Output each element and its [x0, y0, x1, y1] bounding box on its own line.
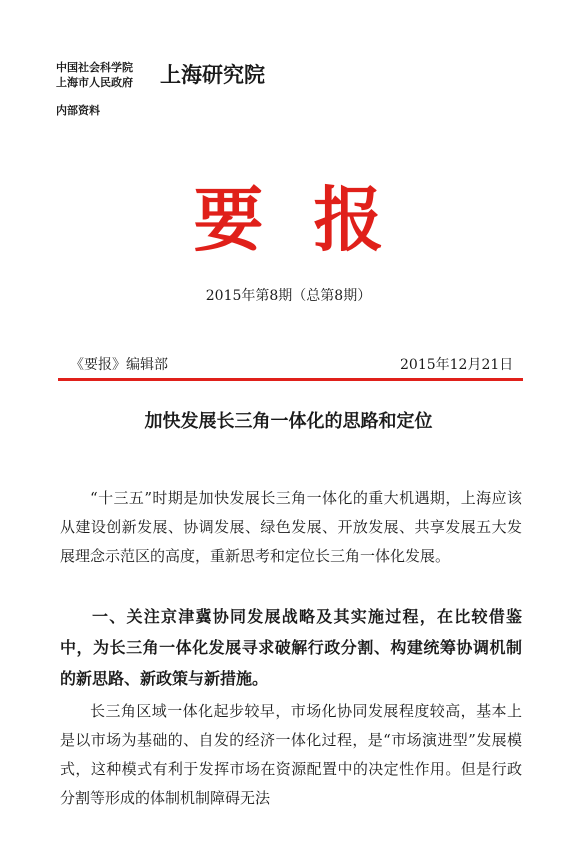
publication-date: 2015年12月21日 — [400, 357, 514, 373]
classification-label: 内部资料 — [56, 104, 100, 117]
section-heading: 一、关注京津冀协同发展战略及其实施过程，在比较借鉴中，为长三角一体化发展寻求破解行政分割、构建统筹协调机制的新思路、新政策与新措施。 — [60, 607, 522, 688]
article-title: 加快发展长三角一体化的思路和定位 — [144, 411, 433, 432]
org-cass: 中国社会科学院 — [56, 61, 133, 74]
red-divider — [58, 378, 523, 381]
issue-number: 2015年第8期（总第8期） — [205, 288, 372, 304]
issuing-organizations — [56, 60, 356, 92]
section-body-paragraph: 长三角区域一体化起步较早，市场化协同发展程度较高，基本上是以市场为基础的、自发的经济一体化过程，是“市场演进型”发展模式，这种模式有利于发挥市场在资源配置中的决定性作用。但是行政分割等形成的体制机制障碍无法 — [60, 702, 522, 807]
institute-name: 上海研究院 — [160, 62, 265, 87]
intro-paragraph: “十三五”时期是加快发展长三角一体化的重大机遇期，上海应该从建设创新发展、协调发展、绿色发展、开放发展、共享发展五大发展理念示范区的高度，重新思考和定位长三角一体化发展。 — [60, 489, 522, 565]
masthead-title: 要报 — [193, 178, 434, 261]
editorial-department: 《要报》编辑部 — [70, 357, 168, 373]
org-shanghai-gov: 上海市人民政府 — [56, 76, 133, 89]
